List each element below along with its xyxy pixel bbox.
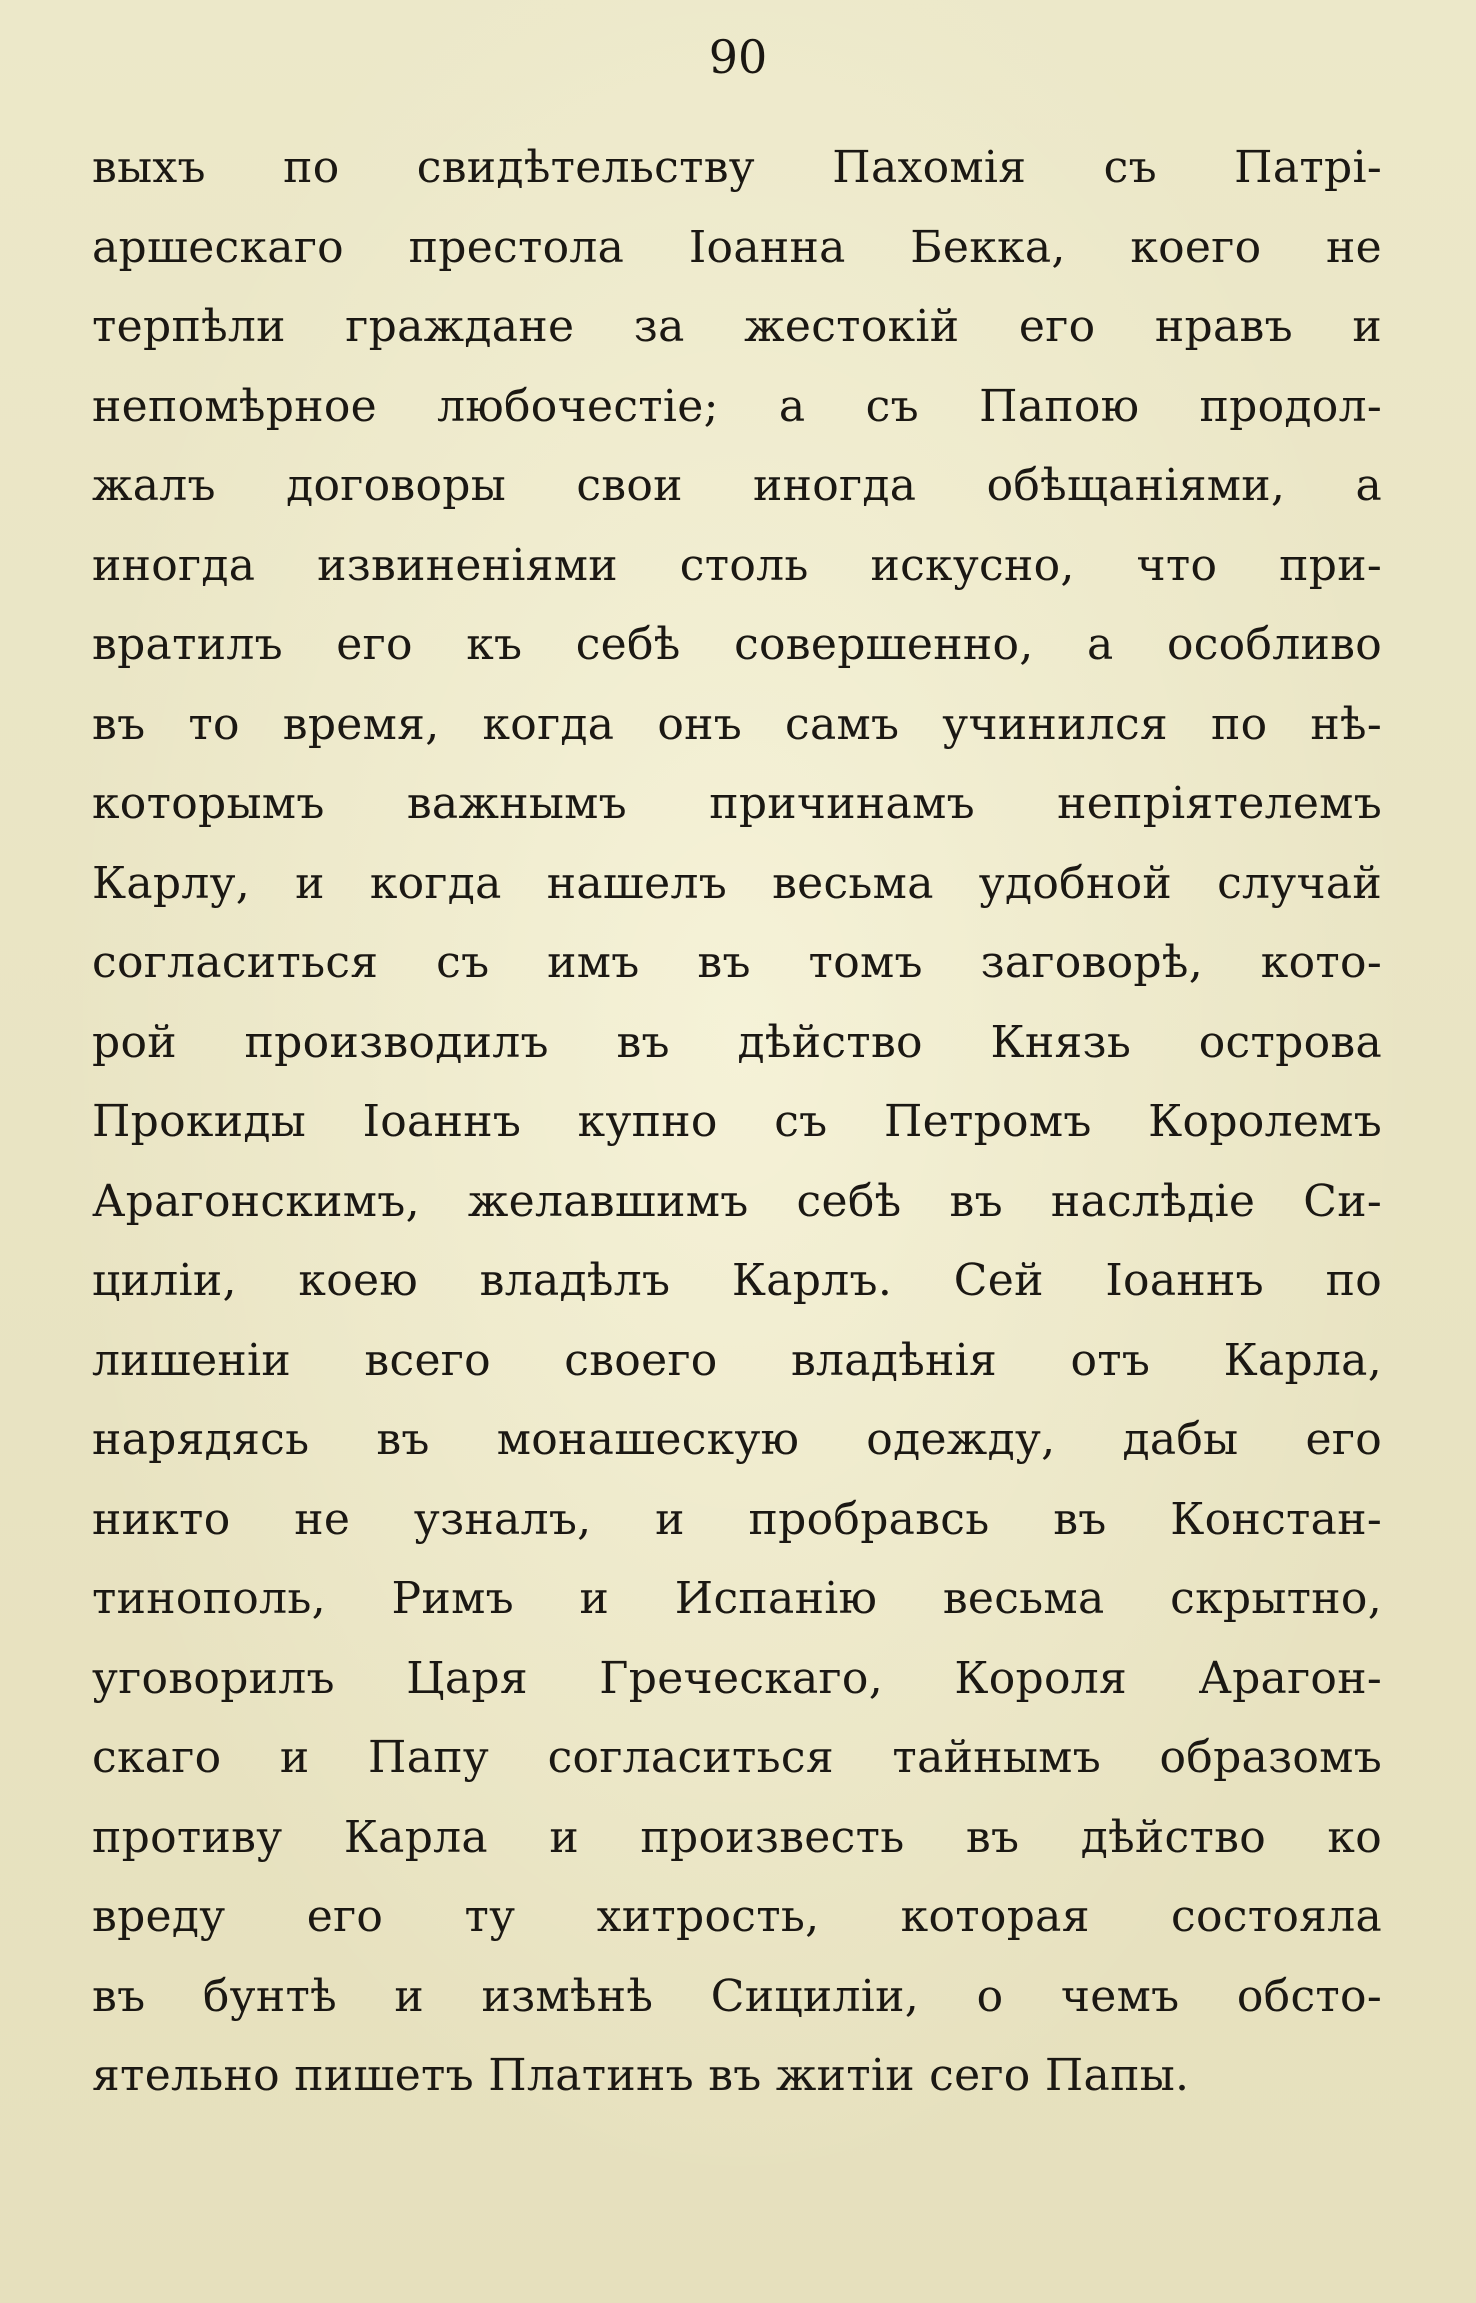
page-number: 90 — [708, 30, 768, 84]
text-line: вратилъ его къ себѣ совершенно, а особливо — [92, 619, 1382, 670]
text-line: жалъ договоры свои иногда обѣщаніями, а — [92, 460, 1382, 511]
text-line: лишеніи всего своего владѣнія отъ Карла, — [92, 1334, 1382, 1386]
text-line: иногда извиненіями столь искусно, что при- — [92, 539, 1382, 591]
text-line: Карлу, и когда нашелъ весьма удобной случай — [92, 857, 1382, 909]
text-line: тинополь, Римъ и Испанію весьма скрытно, — [92, 1573, 1382, 1624]
text-line: терпѣли граждане за жестокій его нравъ и — [92, 301, 1382, 352]
text-line: рой производилъ въ дѣйство Князь острова — [92, 1016, 1382, 1068]
text-line: которымъ важнымъ причинамъ непріятелемъ — [92, 778, 1382, 829]
text-line: непомѣрное любочестіе; а съ Папою продол- — [92, 380, 1382, 432]
text-line-last: ятельно пишетъ Платинъ въ житіи сего Папы. — [92, 2050, 1190, 2101]
text-line: нарядясь въ монашескую одежду, дабы его — [92, 1414, 1382, 1465]
text-line: вреду его ту хитрость, которая состояла — [92, 1891, 1382, 1942]
text-line: Прокиды Іоаннъ купно съ Петромъ Королемъ — [92, 1096, 1382, 1147]
body-text — [92, 128, 1382, 2116]
text-line: никто не узналъ, и пробравсь въ Констан- — [92, 1493, 1382, 1545]
text-line: скаго и Папу согласиться тайнымъ образомъ — [92, 1732, 1382, 1783]
text-line: въ то время, когда онъ самъ учинился по нѣ- — [92, 698, 1382, 750]
text-line: уговорилъ Царя Греческаго, Короля Арагон- — [92, 1652, 1382, 1704]
text-line: въ бунтѣ и измѣнѣ Сициліи, о чемъ обсто- — [92, 1970, 1382, 2022]
text-line: противу Карла и произвесть въ дѣйство ко — [92, 1811, 1382, 1863]
text-line: согласиться съ имъ въ томъ заговорѣ, кото- — [92, 937, 1382, 988]
text-line: аршескаго престола Іоанна Бекка, коего не — [92, 221, 1382, 273]
text-line: Арагонскимъ, желавшимъ себѣ въ наслѣдіе Си- — [92, 1175, 1382, 1227]
text-line: выхъ по свидѣтельству Пахомія съ Патрі- — [92, 142, 1382, 193]
text-line: циліи, коею владѣлъ Карлъ. Сей Іоаннъ по — [92, 1255, 1382, 1306]
